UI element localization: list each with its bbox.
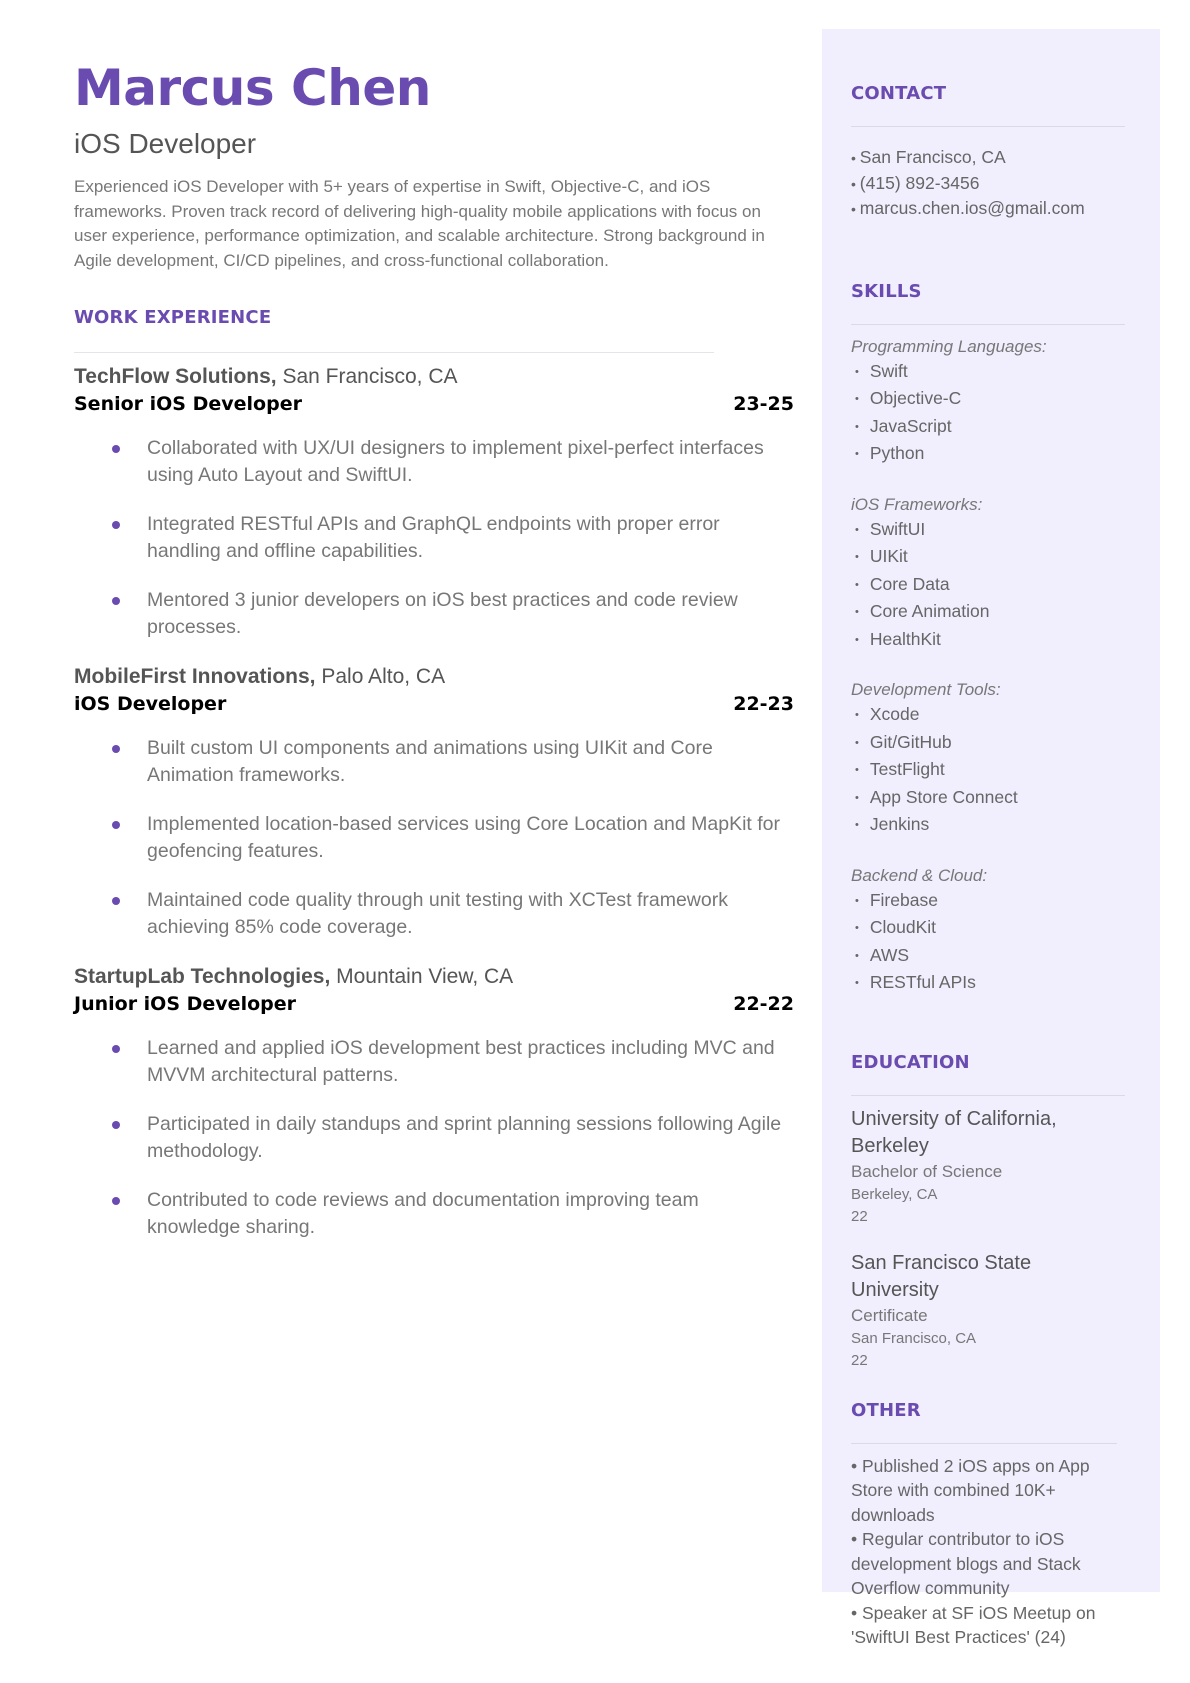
education-entry (851, 1250, 1124, 1372)
skill-category: Development Tools: (851, 680, 1001, 699)
company-location: Palo Alto, CA (315, 665, 446, 688)
job-bullet: Implemented location-based services using Core Location and MapKit for geofencing features. (74, 811, 797, 865)
sidebar (822, 29, 1160, 1647)
skill-group (851, 493, 1124, 655)
company-location: Mountain View, CA (330, 965, 514, 988)
skill-item: • Core Animation (851, 599, 1124, 627)
skill-item: • Swift (851, 359, 1124, 387)
edu-degree: Certificate (851, 1305, 928, 1325)
skill-item: • RESTful APIs (851, 970, 1124, 998)
skills-heading: SKILLS (851, 280, 922, 302)
job-bullet: Learned and applied iOS development best practices including MVC and MVVM architectural patterns. (74, 1035, 797, 1089)
skill-item: • CloudKit (851, 915, 1124, 943)
work-experience-heading: WORK EXPERIENCE (74, 307, 272, 328)
skill-item: • Xcode (851, 702, 1124, 730)
job-title: iOS Developer (74, 128, 257, 159)
job-company (74, 663, 794, 691)
skill-item: • Python (851, 441, 1124, 469)
skill-item: • UIKit (851, 544, 1124, 572)
job-bullets (74, 735, 794, 941)
other-item: • Published 2 iOS apps on App Store with combined 10K+ downloads (851, 1455, 1090, 1525)
skill-group (851, 335, 1124, 469)
skill-group (851, 864, 1124, 998)
other-list (851, 1454, 1124, 1650)
divider (74, 352, 714, 353)
skill-item: • Jenkins (851, 812, 1124, 840)
summary: Experienced iOS Developer with 5+ years of expertise in Swift, Objective-C, and iOS frameworks. Proven track record of delivering high-quality mobile applications with focus on user experience, performance optimization, and scalable architecture. Strong background in Agile development, CI/CD pipelines, and cross-functional collaboration. (74, 177, 765, 270)
education-entry (851, 1106, 1124, 1228)
candidate-name: Marcus Chen (74, 59, 431, 117)
job-dates: 22-23 (733, 693, 794, 715)
job-bullet: Maintained code quality through unit testing with XCTest framework achieving 85% code coverage. (74, 887, 797, 941)
other-item: • Speaker at SF iOS Meetup on 'SwiftUI Best Practices' (24) (851, 1602, 1096, 1647)
edu-location: San Francisco, CA (851, 1329, 977, 1347)
job-role: Junior iOS Developer (74, 993, 296, 1015)
contact-list (851, 145, 1124, 222)
job-role: Senior iOS Developer (74, 393, 302, 415)
skill-item: • TestFlight (851, 757, 1124, 785)
job-company (74, 963, 794, 991)
education-heading: EDUCATION (851, 1051, 970, 1073)
job-bullet: Participated in daily standups and sprint planning sessions following Agile methodology. (74, 1111, 797, 1165)
edu-school: University of California, Berkeley (851, 1107, 1057, 1157)
edu-year: 22 (851, 1207, 868, 1225)
job-bullets (74, 1035, 794, 1241)
job-bullet: Collaborated with UX/UI designers to implement pixel-perfect interfaces using Auto Layout and SwiftUI. (74, 435, 797, 489)
job-dates: 22-22 (733, 993, 794, 1015)
job-entry (74, 963, 794, 1241)
job-bullets (74, 435, 794, 641)
edu-location: Berkeley, CA (851, 1185, 938, 1203)
edu-degree: Bachelor of Science (851, 1161, 1003, 1181)
job-role: iOS Developer (74, 693, 227, 715)
contact-email: • marcus.chen.ios@gmail.com (851, 196, 1124, 222)
skill-category: Backend & Cloud: (851, 865, 988, 885)
company-name: StartupLab Technologies, (74, 965, 331, 988)
job-entry (74, 363, 794, 641)
skill-category: Programming Languages: (851, 336, 1047, 356)
job-bullet: Mentored 3 junior developers on iOS best practices and code review processes. (74, 587, 797, 641)
edu-school: San Francisco State University (851, 1251, 1032, 1301)
company-name: MobileFirst Innovations, (74, 665, 316, 688)
skill-item: • JavaScript (851, 414, 1124, 442)
contact-phone: • (415) 892-3456 (851, 171, 1124, 197)
divider (851, 126, 1125, 127)
job-company (74, 363, 794, 391)
edu-year: 22 (851, 1351, 868, 1369)
skill-item: • SwiftUI (851, 517, 1124, 545)
skill-item: • Git/GitHub (851, 730, 1124, 758)
divider (851, 1443, 1117, 1444)
skill-category: iOS Frameworks: (851, 494, 983, 514)
main-column (74, 52, 794, 1263)
job-bullet: Contributed to code reviews and documentation improving team knowledge sharing. (74, 1187, 797, 1241)
skill-item: • AWS (851, 943, 1124, 971)
skill-item: • App Store Connect (851, 785, 1124, 813)
job-dates: 23-25 (733, 393, 794, 415)
skill-item: • Core Data (851, 572, 1124, 600)
other-item: • Regular contributor to iOS development blogs and Stack Overflow community (851, 1529, 1081, 1598)
company-location: San Francisco, CA (276, 365, 458, 388)
job-entry (74, 663, 794, 941)
skill-item: • HealthKit (851, 627, 1124, 655)
skill-item: • Objective-C (851, 386, 1124, 414)
contact-heading: CONTACT (851, 83, 947, 104)
skill-group (851, 678, 1124, 840)
divider (851, 324, 1125, 325)
other-heading: OTHER (851, 1399, 921, 1421)
job-bullet: Built custom UI components and animations using UIKit and Core Animation frameworks. (74, 735, 797, 789)
job-bullet: Integrated RESTful APIs and GraphQL endpoints with proper error handling and offline capabilities. (74, 511, 797, 565)
contact-location: • San Francisco, CA (851, 145, 1124, 171)
divider (851, 1095, 1125, 1096)
company-name: TechFlow Solutions, (74, 365, 277, 388)
skill-item: • Firebase (851, 888, 1124, 916)
